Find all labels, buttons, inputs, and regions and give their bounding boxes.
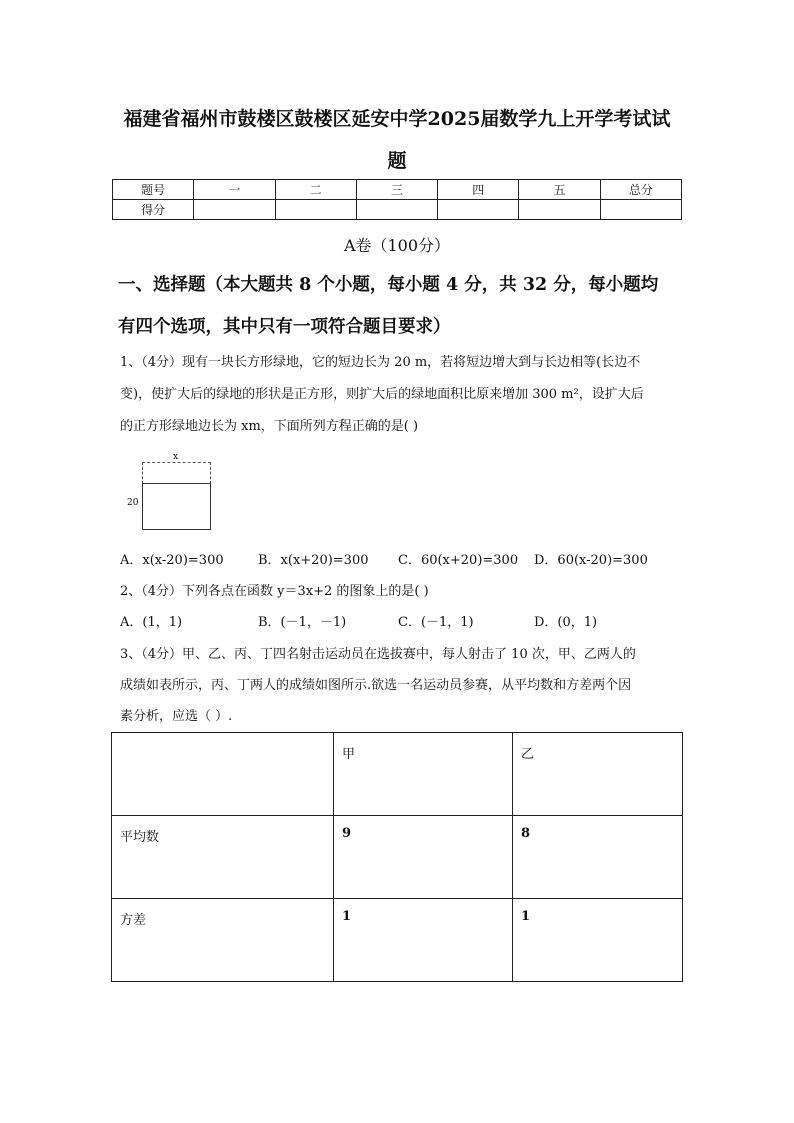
q2-text-line1: 2、（4分）下列各点在函数 y＝3x+2 的图象上的是( ) (120, 584, 429, 599)
q1-figure (125, 452, 220, 532)
q1-option-c[interactable]: C．60(x+20)=300 (398, 553, 519, 568)
score-cell: 一 (194, 180, 275, 200)
part1-heading-line1: 一、选择题（本大题共 8 个小题，每小题 4 分，共 32 分，每小题均 (118, 275, 659, 295)
exam-title-line2: 题 (387, 150, 407, 172)
score-cell: 总分 (600, 180, 681, 200)
figure-dashed-extension (142, 462, 211, 484)
score-cell: 二 (275, 180, 356, 200)
section-a-heading: A卷（100分） (343, 236, 451, 255)
score-blank-cell[interactable] (194, 200, 275, 220)
score-cell: 三 (356, 180, 437, 200)
q2-option-b[interactable]: B．(－1，－1) (258, 615, 347, 630)
q1-text-line3: 的正方形绿地边长为 xm，下面所列方程正确的是( ) (120, 419, 419, 434)
table-cell: 平均数 (112, 816, 334, 899)
score-cell: 得分 (113, 200, 194, 220)
table-cell: 甲 (334, 733, 513, 816)
table-row (112, 816, 683, 899)
q1-text-line2: 变)，使扩大后的绿地的形状是正方形，则扩大后的绿地面积比原来增加 300 m²，设扩大后 (120, 387, 644, 402)
score-blank-cell[interactable] (519, 200, 600, 220)
figure-rectangle (142, 483, 211, 530)
q2-option-a[interactable]: A．(1，1) (120, 615, 183, 630)
score-cell: 五 (519, 180, 600, 200)
table-cell: 9 (334, 816, 513, 899)
table-cell (112, 733, 334, 816)
q1-option-b[interactable]: B．x(x+20)=300 (258, 553, 369, 568)
table-cell: 1 (513, 899, 683, 982)
score-blank-cell[interactable] (275, 200, 356, 220)
score-table-score-row (113, 200, 682, 220)
score-blank-cell[interactable] (600, 200, 681, 220)
q3-text-line2: 成绩如表所示，丙、丁两人的成绩如图所示.欲选一名运动员参赛，从平均数和方差两个因 (120, 678, 632, 693)
table-row (112, 899, 683, 982)
table-cell: 1 (334, 899, 513, 982)
score-table (112, 179, 682, 220)
q3-text-line3: 素分析，应选（ ）. (120, 709, 233, 724)
q3-grades-table (111, 732, 683, 982)
score-table-header-row (113, 180, 682, 200)
q2-option-d[interactable]: D．(0，1) (534, 615, 598, 630)
q3-text-line1: 3、（4分）甲、乙、丙、丁四名射击运动员在选拔赛中，每人射击了 10 次，甲、乙两人的 (120, 647, 636, 662)
score-blank-cell[interactable] (438, 200, 519, 220)
q2-option-c[interactable]: C．(－1，1) (398, 615, 474, 630)
figure-label-x: x (173, 452, 179, 462)
score-blank-cell[interactable] (356, 200, 437, 220)
table-cell: 方差 (112, 899, 334, 982)
exam-title-line1: 福建省福州市鼓楼区鼓楼区延安中学2025届数学九上开学考试试 (123, 108, 671, 130)
score-cell: 题号 (113, 180, 194, 200)
part1-heading-line2: 有四个选项，其中只有一项符合题目要求） (118, 317, 451, 337)
q1-option-a[interactable]: A．x(x-20)=300 (120, 553, 224, 568)
q1-option-d[interactable]: D．60(x-20)=300 (534, 553, 648, 568)
q1-text-line1: 1、（4分）现有一块长方形绿地，它的短边长为 20 m，若将短边增大到与长边相等(长边不 (120, 355, 641, 370)
table-cell: 8 (513, 816, 683, 899)
table-row (112, 733, 683, 816)
score-cell: 四 (438, 180, 519, 200)
table-cell: 乙 (513, 733, 683, 816)
figure-label-20: 20 (127, 498, 139, 508)
